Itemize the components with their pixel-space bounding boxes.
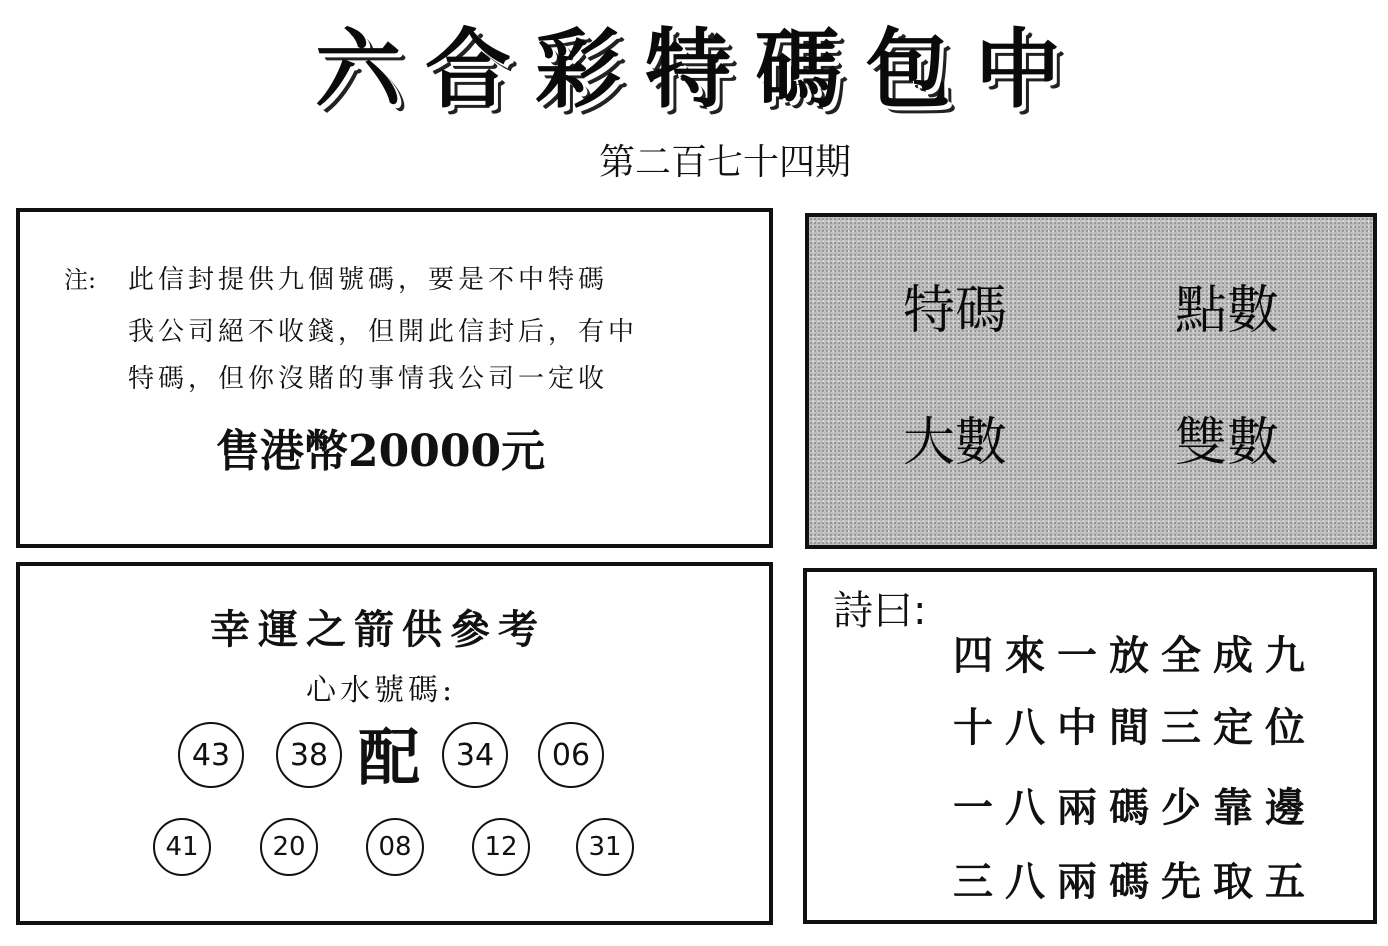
issue-number: 第二百七十四期: [598, 142, 851, 183]
poem-line: 十八中間三定位: [953, 704, 1317, 751]
number-ball: 12: [472, 818, 530, 876]
poem-box: [803, 568, 1377, 924]
pair-character: 配: [358, 721, 421, 794]
poem-line: 三八兩碼先取五: [953, 858, 1317, 905]
code-item-points: 點數: [1175, 281, 1280, 341]
codes-panel: [805, 213, 1377, 549]
number-ball: 20: [260, 818, 318, 876]
code-item-even: 雙數: [1175, 413, 1280, 473]
number-ball: 43: [178, 722, 244, 788]
page-title: 六合彩特碼包中: [315, 20, 1085, 120]
notice-line: 特碼，但你沒賭的事情我公司一定收: [128, 364, 609, 394]
code-item-big: 大數: [903, 413, 1008, 473]
number-ball: 08: [366, 818, 424, 876]
lucky-title: 幸運之箭供參考: [210, 606, 546, 653]
poem-label: 詩曰:: [833, 588, 927, 634]
code-item-special: 特碼: [903, 281, 1008, 341]
lucky-box: [16, 562, 773, 925]
number-ball: 41: [153, 818, 211, 876]
notice-line: 我公司絕不收錢，但開此信封后，有中: [128, 317, 639, 347]
number-ball: 34: [442, 722, 508, 788]
number-ball: 31: [576, 818, 634, 876]
notice-line: 此信封提供九個號碼，要是不中特碼: [128, 265, 609, 295]
notice-box: [16, 208, 773, 548]
number-ball: 06: [538, 722, 604, 788]
poem-line: 一八兩碼少靠邊: [953, 784, 1317, 831]
lucky-subtitle: 心水號碼:: [306, 673, 457, 708]
number-ball: 38: [276, 722, 342, 788]
notice-label: 注:: [64, 266, 97, 294]
price-text: 售港幣20000元: [216, 426, 546, 477]
poem-line: 四來一放全成九: [953, 632, 1317, 679]
